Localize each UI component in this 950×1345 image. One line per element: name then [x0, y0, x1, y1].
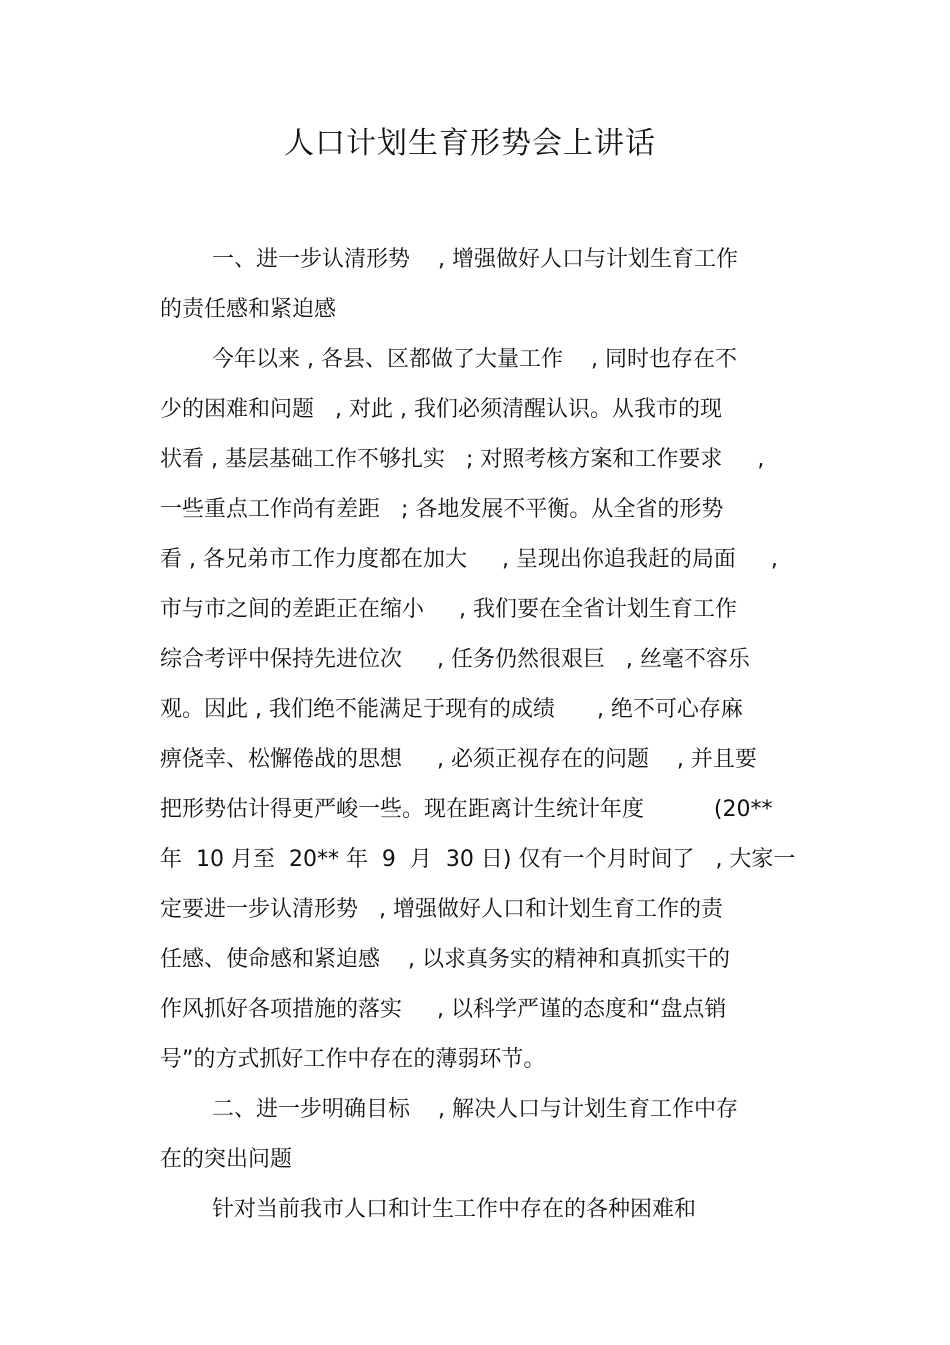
paragraph-1-line-8: 观。因此 , 我们绝不能满足于现有的成绩 , 绝不可心存麻	[160, 697, 743, 722]
paragraph-1-line-10: 把形势估计得更严峻一些。现在距离计生统计年度 (20**	[160, 797, 773, 822]
paragraph-1-line-7: 综合考评中保持先进位次 , 任务仍然很艰巨 , 丝毫不容乐	[160, 647, 750, 672]
paragraph-1-line-1: 今年以来 , 各县、区都做了大量工作 , 同时也存在不	[212, 347, 737, 372]
section-2-heading-line-1: 二、进一步明确目标 , 解决人口与计划生育工作中存	[212, 1097, 738, 1122]
paragraph-2-line-1: 针对当前我市人口和计生工作中存在的各种困难和	[212, 1197, 697, 1222]
paragraph-1-line-2: 少的困难和问题 , 对此 , 我们必须清醒认识。从我市的现	[160, 397, 722, 422]
section-1-heading-line-2: 的责任感和紧迫感	[160, 297, 337, 322]
paragraph-1-line-5: 看 , 各兄弟市工作力度都在加大 , 呈现出你追我赶的局面 ,	[160, 547, 778, 572]
paragraph-1-line-11: 年 10 月至 20** 年 9 月 30 日) 仅有一个月时间了 , 大家一	[160, 847, 796, 872]
paragraph-1-line-12: 定要进一步认清形势 , 增强做好人口和计划生育工作的责	[160, 897, 723, 922]
paragraph-1-line-6: 市与市之间的差距正在缩小 , 我们要在全省计划生育工作	[160, 597, 737, 622]
section-2-heading-line-2: 在的突出问题	[160, 1147, 293, 1172]
paragraph-1-line-9: 痹侥幸、松懈倦战的思想 , 必须正视存在的问题 , 并且要	[160, 747, 757, 772]
paragraph-1-line-14: 作风抓好各项措施的落实 , 以科学严谨的态度和“盘点销	[160, 997, 727, 1022]
paragraph-1-line-15: 号”的方式抓好工作中存在的薄弱环节。	[160, 1047, 546, 1072]
section-1-heading-line-1: 一、进一步认清形势 , 增强做好人口与计划生育工作	[212, 247, 738, 272]
paragraph-1-line-13: 任感、使命感和紧迫感 , 以求真务实的精神和真抓实干的	[160, 947, 730, 972]
paragraph-1-line-4: 一些重点工作尚有差距 ; 各地发展不平衡。从全省的形势	[160, 497, 724, 522]
document-title: 人口计划生育形势会上讲话	[284, 126, 656, 161]
paragraph-1-line-3: 状看 , 基层基础工作不够扎实 ; 对照考核方案和工作要求 ,	[160, 447, 765, 472]
